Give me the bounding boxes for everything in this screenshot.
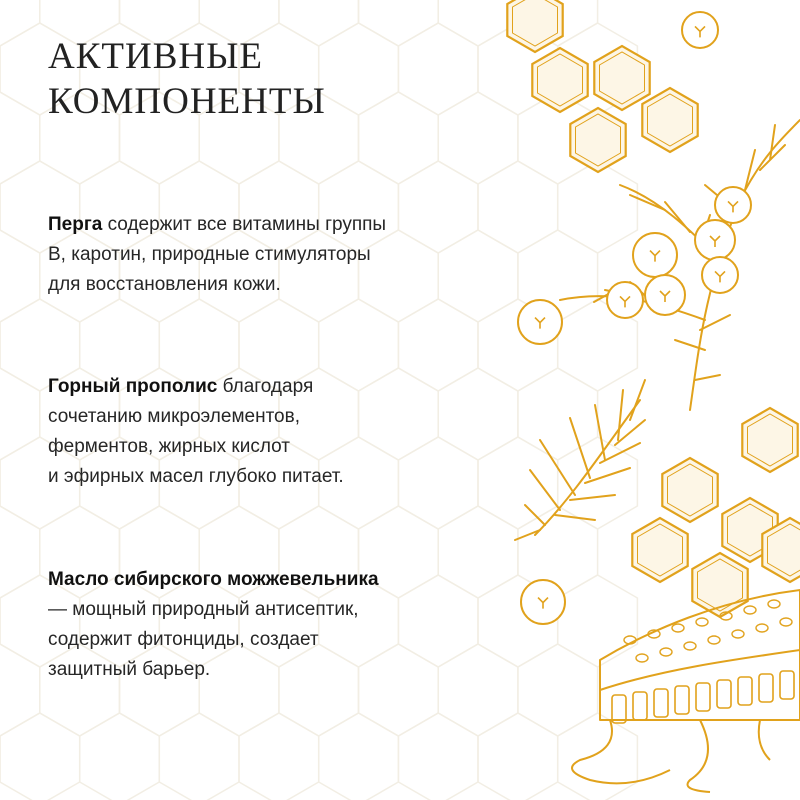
honeycomb-slice-icon xyxy=(572,590,800,792)
slice-hole xyxy=(696,618,708,626)
slice-hole xyxy=(780,618,792,626)
component-name: Масло сибирского можжевельника xyxy=(48,569,379,590)
component-line: защитный барьер. xyxy=(48,659,211,680)
slice-cell xyxy=(759,674,773,702)
slice-hole xyxy=(756,624,768,632)
honeycomb-cell xyxy=(532,48,587,112)
slice-cell xyxy=(612,695,626,723)
component-line: содержит фитонциды, создает xyxy=(48,629,319,650)
slice-cell xyxy=(717,680,731,708)
component-line: — мощный природный антисептик, xyxy=(48,599,359,620)
slice-hole xyxy=(768,600,780,608)
honeycomb-cell xyxy=(507,0,562,52)
component-name: Горный прополис xyxy=(48,376,218,397)
juniper-branch-icon xyxy=(515,380,645,540)
honeycomb-cell xyxy=(642,88,697,152)
slice-hole xyxy=(708,636,720,644)
berry xyxy=(682,12,718,48)
slice-cell xyxy=(780,671,794,699)
berry xyxy=(607,282,643,318)
component-perga xyxy=(48,210,488,300)
honeycomb-cell xyxy=(632,518,687,582)
honeycomb-cell xyxy=(742,408,797,472)
slice-cell xyxy=(654,689,668,717)
slice-cell xyxy=(675,686,689,714)
slice-cell xyxy=(738,677,752,705)
component-line xyxy=(48,565,488,595)
component-propolis xyxy=(48,372,488,492)
page-title-line-1: АКТИВНЫЕ xyxy=(48,36,263,77)
component-line: для восстановления кожи. xyxy=(48,274,281,295)
slice-hole xyxy=(672,624,684,632)
page-title-line-2: КОМПОНЕНТЫ xyxy=(48,81,326,122)
honeycomb-cell xyxy=(570,108,625,172)
slice-hole xyxy=(744,606,756,614)
component-line: сочетанию микроэлементов, xyxy=(48,406,300,427)
slice-hole xyxy=(684,642,696,650)
slice-hole xyxy=(732,630,744,638)
slice-hole xyxy=(660,648,672,656)
component-line: и эфирных масел глубоко питает. xyxy=(48,466,344,487)
berry xyxy=(702,257,738,293)
honeycomb-cell xyxy=(594,46,649,110)
component-juniper-oil xyxy=(48,565,488,685)
honeycomb-icon xyxy=(612,600,794,723)
component-text: содержит все витамины группы xyxy=(102,214,387,235)
component-line: В, каротин, природные стимуляторы xyxy=(48,244,371,265)
component-name: Перга xyxy=(48,214,103,235)
component-line: ферментов, жирных кислот xyxy=(48,436,290,457)
component-line xyxy=(48,210,488,240)
slice-hole xyxy=(636,654,648,662)
slice-cell xyxy=(633,692,647,720)
honeycomb-cell xyxy=(662,458,717,522)
berry xyxy=(715,187,751,223)
component-text: благодаря xyxy=(217,376,314,397)
component-line xyxy=(48,372,488,402)
slice-cell xyxy=(696,683,710,711)
page-title xyxy=(48,34,326,124)
